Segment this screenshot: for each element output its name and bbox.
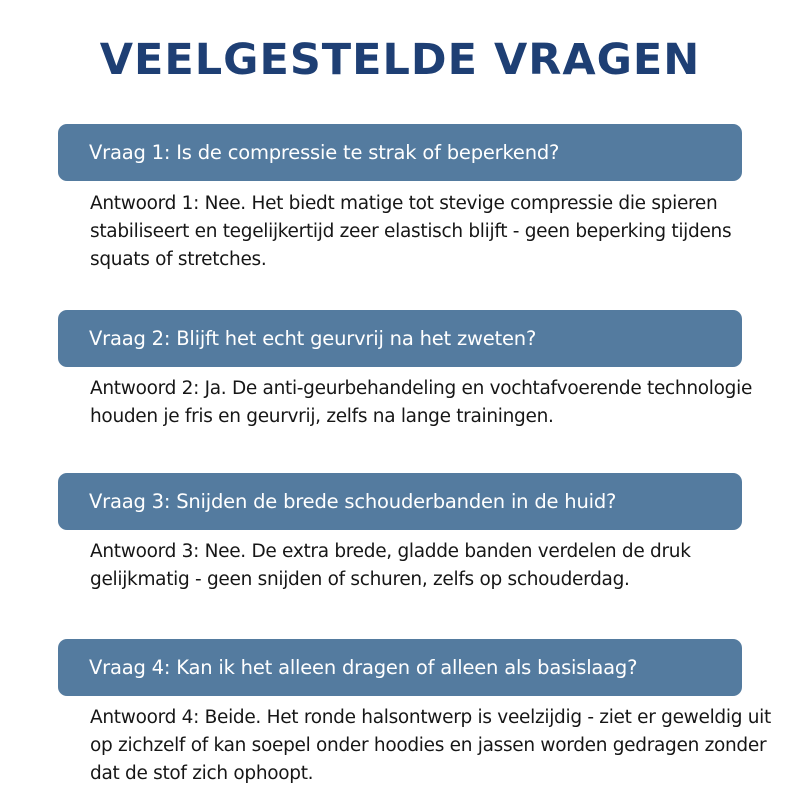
question-4-text: Vraag 4: Kan ik het alleen dragen of alleen als basislaag? (89, 656, 638, 679)
question-1-text: Vraag 1: Is de compressie te strak of beperkend? (89, 141, 560, 164)
answer-4-text: Antwoord 4: Beide. Het ronde halsontwerp is veelzijdig - ziet er geweldig uit op zichzelf of kan soepel onder hoodies en jassen worden gedragen zonder dat de stof zich ophoopt. (90, 707, 771, 784)
question-bar-2 (58, 310, 742, 367)
question-3-text: Vraag 3: Snijden de brede schouderbanden in de huid? (89, 490, 617, 513)
question-2-text: Vraag 2: Blijft het echt geurvrij na het zweten? (89, 327, 537, 350)
answer-1-text: Antwoord 1: Nee. Het biedt matige tot stevige compressie die spieren stabiliseert en tegelijkertijd zeer elastisch blijft - geen beperking tijdens squats of stretches. (90, 193, 732, 270)
question-bar-1 (58, 124, 742, 181)
question-bar-3 (58, 473, 742, 530)
question-bar-4 (58, 639, 742, 696)
answer-3-text: Antwoord 3: Nee. De extra brede, gladde banden verdelen de druk gelijkmatig - geen snijden of schuren, zelfs op schouderdag. (90, 541, 691, 590)
answer-2-text: Antwoord 2: Ja. De anti-geurbehandeling en vochtafvoerende technologie houden je fris en geurvrij, zelfs na lange trainingen. (90, 378, 753, 427)
page-title: VEELGESTELDE VRAGEN (99, 35, 701, 85)
